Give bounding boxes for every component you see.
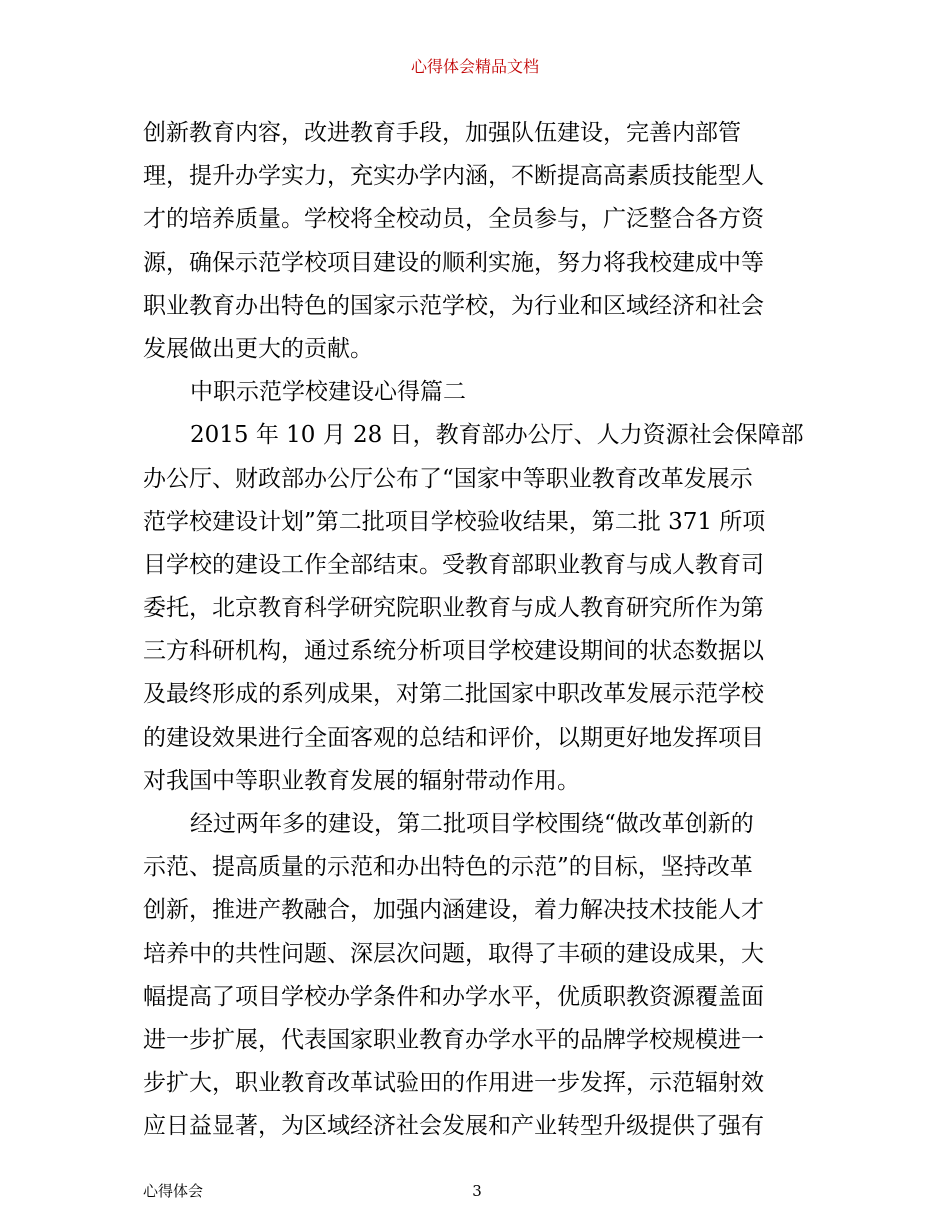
text-line: 进一步扩展，代表国家职业教育办学水平的品牌学校规模进一 bbox=[143, 1026, 764, 1053]
text-line: 步扩大，职业教育改革试验田的作用进一步发挥，示范辐射效 bbox=[143, 1070, 764, 1097]
text-line: 2015 年 10 月 28 日，教育部办公厅、人力资源社会保障部 bbox=[190, 422, 804, 449]
text-line: 中职示范学校建设心得篇二 bbox=[190, 379, 466, 406]
text-line: 创新教育内容，改进教育手段，加强队伍建设，完善内部管 bbox=[143, 120, 741, 146]
text-line: 目学校的建设工作全部结束。受教育部职业教育与成人教育司 bbox=[143, 551, 764, 578]
text-line: 委托，北京教育科学研究院职业教育与成人教育研究所作为第 bbox=[143, 595, 764, 622]
text-line: 职业教育办出特色的国家示范学校，为行业和区域经济和社会 bbox=[143, 292, 764, 319]
text-line: 对我国中等职业教育发展的辐射带动作用。 bbox=[143, 767, 580, 794]
text-line: 办公厅、财政部办公厅公布了“国家中等职业教育改革发展示 bbox=[143, 465, 753, 492]
text-line: 源，确保示范学校项目建设的顺利实施，努力将我校建成中等 bbox=[143, 249, 764, 276]
text-line: 示范、提高质量的示范和办出特色的示范”的目标，坚持改革 bbox=[143, 854, 753, 881]
text-line: 理，提升办学实力，充实办学内涵，不断提高高素质技能型人 bbox=[143, 163, 764, 190]
text-line: 及最终形成的系列成果，对第二批国家中职改革发展示范学校 bbox=[143, 681, 764, 708]
text-line: 经过两年多的建设，第二批项目学校围绕“做改革创新的 bbox=[190, 811, 754, 837]
footer-label: 心得体会 bbox=[143, 1182, 204, 1200]
text-line: 的建设效果进行全面客观的总结和评价，以期更好地发挥项目 bbox=[143, 724, 764, 751]
text-line: 应日益显著，为区域经济社会发展和产业转型升级提供了强有 bbox=[143, 1113, 764, 1140]
document-body bbox=[143, 112, 813, 1149]
text-line: 范学校建设计划”第二批项目学校验收结果，第二批 371 所项 bbox=[143, 508, 766, 535]
page-number: 3 bbox=[472, 1182, 482, 1200]
text-line: 发展做出更大的贡献。 bbox=[143, 335, 373, 362]
text-line: 创新，推进产教融合，加强内涵建设，着力解决技术技能人才 bbox=[143, 897, 764, 924]
text-line: 三方科研机构，通过系统分析项目学校建设期间的状态数据以 bbox=[143, 638, 764, 665]
text-line: 幅提高了项目学校办学条件和办学水平，优质职教资源覆盖面 bbox=[143, 983, 764, 1010]
text-line: 培养中的共性问题、深层次问题，取得了丰硕的建设成果，大 bbox=[143, 940, 764, 967]
page-header-title: 心得体会精品文档 bbox=[410, 57, 539, 76]
text-line: 才的培养质量。学校将全校动员，全员参与，广泛整合各方资 bbox=[143, 206, 764, 233]
